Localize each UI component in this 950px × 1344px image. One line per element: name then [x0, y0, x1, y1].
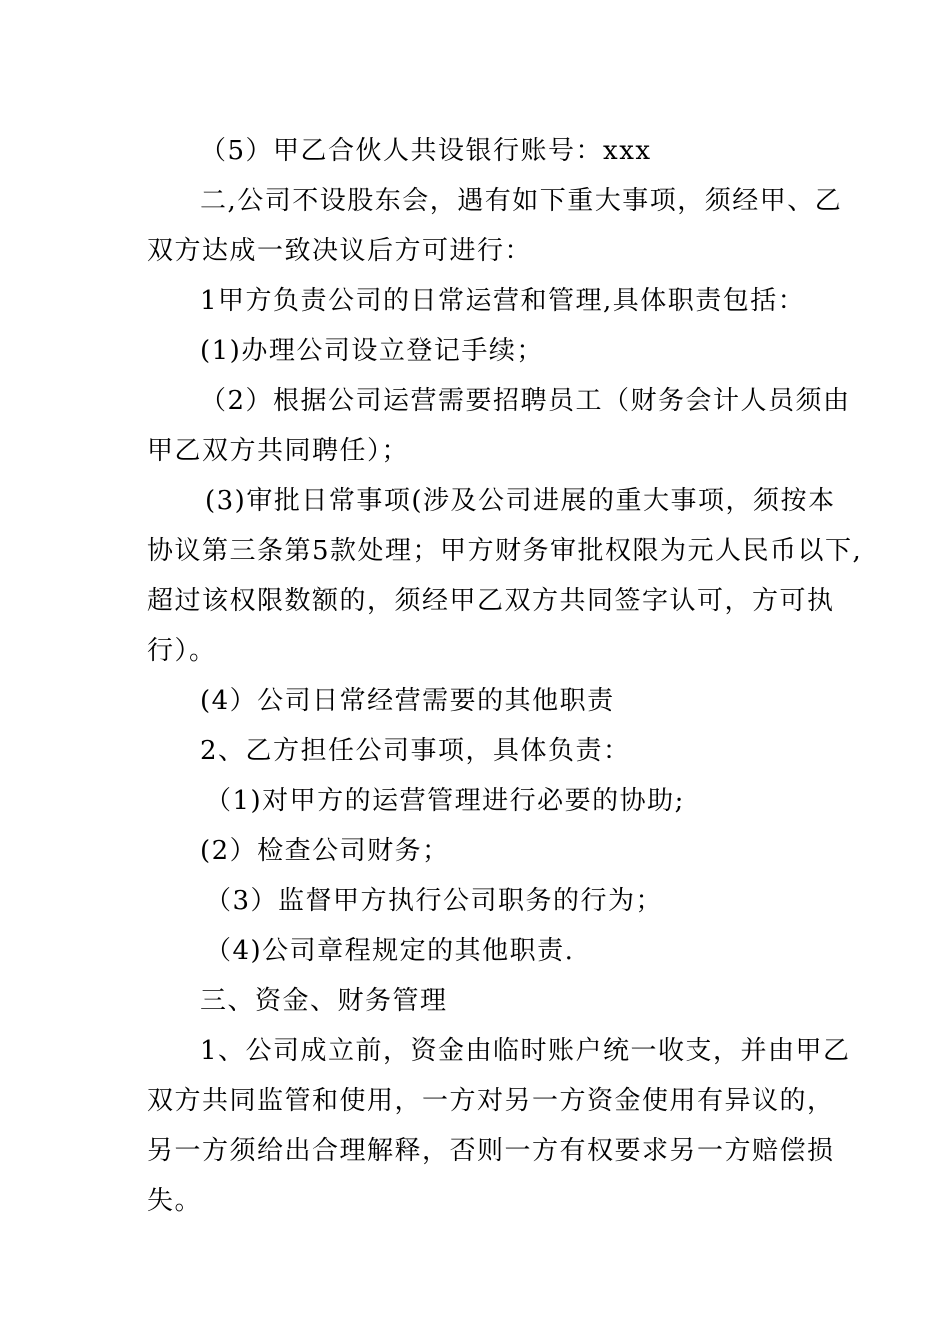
text-line: 1、公司成立前，资金由临时账户统一收支，并由甲乙 [200, 1036, 851, 1066]
text-line: 失。 [147, 1186, 203, 1216]
text-line: 二,公司不设股东会，遇有如下重大事项，须经甲、乙 [200, 186, 843, 216]
text-line: 行）。 [147, 636, 217, 666]
text-line: (3)审批日常事项(涉及公司进展的重大事项，须按本 [205, 486, 836, 516]
text-line: 超过该权限数额的，须经甲乙双方共同签字认可，方可执 [147, 586, 835, 616]
text-line: 2、乙方担任公司事项，具体负责： [200, 736, 631, 766]
text-line: （4)公司章程规定的其他职责. [205, 936, 575, 966]
text-line: (1)办理公司设立登记手续； [200, 336, 544, 366]
text-line: 1甲方负责公司的日常运营和管理,具体职责包括： [200, 286, 806, 316]
text-line: 另一方须给出合理解释，否则一方有权要求另一方赔偿损 [147, 1136, 835, 1166]
text-line: (2）检查公司财务； [200, 836, 450, 866]
text-line: （2）根据公司运营需要招聘员工（财务会计人员须由 [200, 386, 851, 416]
text-line: 协议第三条第5款处理；甲方财务审批权限为元人民币以下, [147, 536, 863, 566]
text-line: （5）甲乙合伙人共设银行账号：xxx [200, 136, 652, 166]
text-line: 双方达成一致决议后方可进行： [147, 236, 533, 266]
section-heading: 三、资金、财务管理 [200, 986, 448, 1016]
text-line: （1)对甲方的运营管理进行必要的协助; [205, 786, 685, 816]
text-line: (4）公司日常经营需要的其他职责 [200, 686, 615, 716]
text-line: 甲乙双方共同聘任）； [147, 436, 410, 466]
text-line: （3）监督甲方执行公司职务的行为； [205, 886, 664, 916]
text-line: 双方共同监管和使用，一方对另一方资金使用有异议的， [147, 1086, 835, 1116]
